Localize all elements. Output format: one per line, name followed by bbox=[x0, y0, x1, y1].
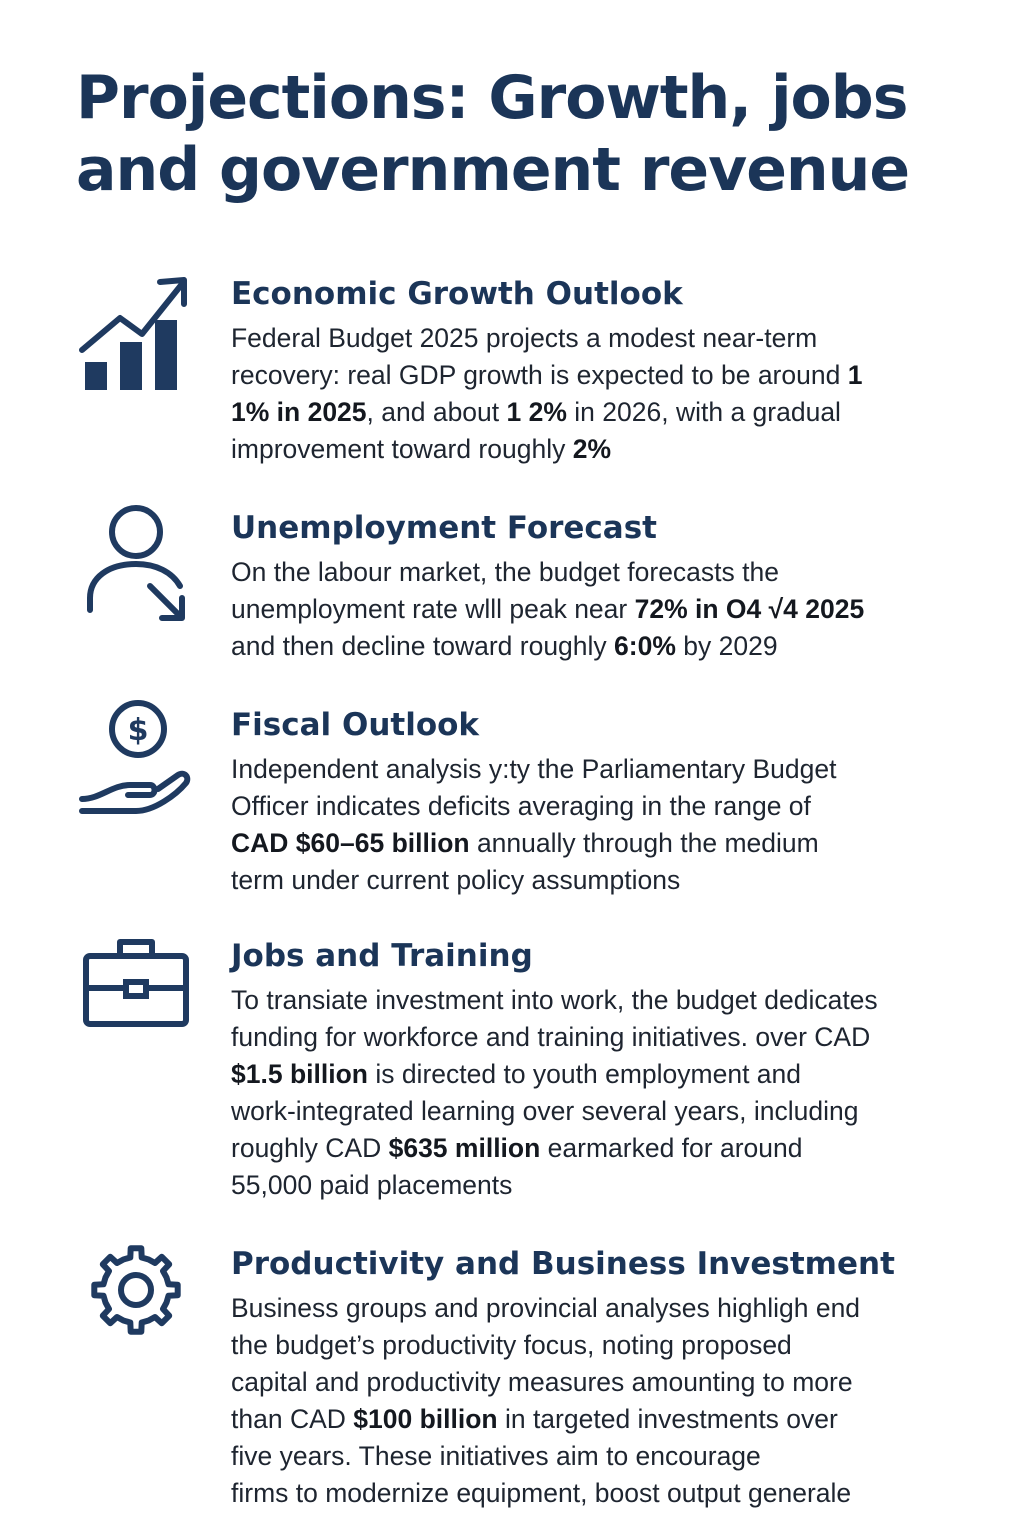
highlight-figure: $1.5 billion bbox=[231, 1059, 368, 1089]
body-text: work-integrated learning over several years, including bbox=[231, 1096, 859, 1126]
highlight-figure: 72% in O4 √4 2025 bbox=[634, 594, 865, 624]
body-line bbox=[231, 1290, 951, 1327]
body-line bbox=[231, 357, 951, 394]
section-heading: Productivity and Business Investment bbox=[231, 1246, 895, 1282]
body-line bbox=[231, 825, 951, 862]
body-line bbox=[231, 554, 951, 591]
body-text: in targeted investments over bbox=[497, 1404, 838, 1434]
body-line bbox=[231, 1056, 951, 1093]
section-body bbox=[231, 751, 951, 899]
section-body bbox=[231, 554, 951, 665]
person-trend-down-icon bbox=[76, 502, 196, 622]
growth-chart-icon bbox=[76, 274, 196, 394]
body-line bbox=[231, 1019, 951, 1056]
body-text: Independent analysis y:ty the Parliamentary Budget bbox=[231, 754, 837, 784]
hand-dollar-icon bbox=[76, 699, 196, 819]
body-text: Business groups and provincial analyses highligh end bbox=[231, 1293, 861, 1323]
body-line bbox=[231, 982, 951, 1019]
title-line-1: Projections: Growth, jobs bbox=[76, 63, 908, 133]
body-line bbox=[231, 1364, 951, 1401]
section-heading: Economic Growth Outlook bbox=[231, 276, 683, 312]
body-text: unemployment rate wlll peak near bbox=[231, 594, 635, 624]
svg-text:$: $ bbox=[127, 713, 149, 748]
body-text: by 2029 bbox=[675, 631, 778, 661]
body-text: than CAD bbox=[231, 1404, 354, 1434]
section-body bbox=[231, 320, 951, 468]
highlight-figure: 1% in 2025 bbox=[231, 397, 367, 427]
section-body bbox=[231, 1290, 951, 1512]
highlight-figure: 2% bbox=[572, 434, 612, 464]
body-text: annually through the medium bbox=[469, 828, 819, 858]
body-text: improvement toward roughly bbox=[231, 434, 573, 464]
highlight-figure: CAD $60–65 billion bbox=[231, 828, 470, 858]
body-line bbox=[231, 431, 951, 468]
body-line bbox=[231, 394, 951, 431]
body-text: in 2026, with a gradual bbox=[566, 397, 841, 427]
body-line bbox=[231, 320, 951, 357]
highlight-figure: $635 million bbox=[388, 1133, 541, 1163]
body-line bbox=[231, 751, 951, 788]
body-text: term under current policy assumptions bbox=[231, 865, 681, 895]
body-text: To transiate investment into work, the budget dedicates bbox=[231, 985, 878, 1015]
body-line bbox=[231, 1167, 951, 1204]
body-line bbox=[231, 1093, 951, 1130]
body-text: five years. These initiatives aim to encourage bbox=[231, 1441, 761, 1471]
section-heading: Unemployment Forecast bbox=[231, 510, 657, 546]
highlight-figure: 6:0% bbox=[614, 631, 676, 661]
body-text: Federal Budget 2025 projects a modest near-term bbox=[231, 323, 818, 353]
body-text: recovery: real GDP growth is expected to be around bbox=[231, 360, 848, 390]
highlight-figure: 1 2% bbox=[506, 397, 567, 427]
body-text: capital and productivity measures amounting to more bbox=[231, 1367, 853, 1397]
highlight-figure: $100 billion bbox=[353, 1404, 498, 1434]
body-text: Officer indicates deficits averaging in the range of bbox=[231, 791, 811, 821]
body-text: and then decline toward roughly bbox=[231, 631, 615, 661]
body-text: firms to modernize equipment, boost output generale bbox=[231, 1478, 852, 1508]
body-text: is directed to youth employment and bbox=[367, 1059, 802, 1089]
section-heading: Jobs and Training bbox=[231, 938, 533, 974]
body-line bbox=[231, 788, 951, 825]
body-line bbox=[231, 1401, 951, 1438]
highlight-figure: 1 bbox=[847, 360, 863, 390]
body-line bbox=[231, 1130, 951, 1167]
gear-outline bbox=[94, 1248, 177, 1331]
body-line bbox=[231, 1475, 951, 1512]
title-line-2: and government revenue bbox=[76, 135, 910, 205]
body-text: roughly CAD bbox=[231, 1133, 389, 1163]
body-line bbox=[231, 1327, 951, 1364]
body-text: earmarked for around bbox=[540, 1133, 803, 1163]
briefcase-icon bbox=[76, 934, 196, 1054]
gear-icon bbox=[76, 1230, 196, 1350]
body-line bbox=[231, 628, 951, 665]
body-line bbox=[231, 591, 951, 628]
body-line bbox=[231, 1438, 951, 1475]
section-body bbox=[231, 982, 951, 1204]
body-text: 55,000 paid placements bbox=[231, 1170, 513, 1200]
body-text: funding for workforce and training initiatives. over CAD bbox=[231, 1022, 871, 1052]
section-heading: Fiscal Outlook bbox=[231, 707, 480, 743]
body-line bbox=[231, 862, 951, 899]
page-title bbox=[76, 62, 976, 206]
body-text: , and about bbox=[366, 397, 507, 427]
body-text: On the labour market, the budget forecasts the bbox=[231, 557, 779, 587]
body-text: the budget’s productivity focus, noting proposed bbox=[231, 1330, 792, 1360]
